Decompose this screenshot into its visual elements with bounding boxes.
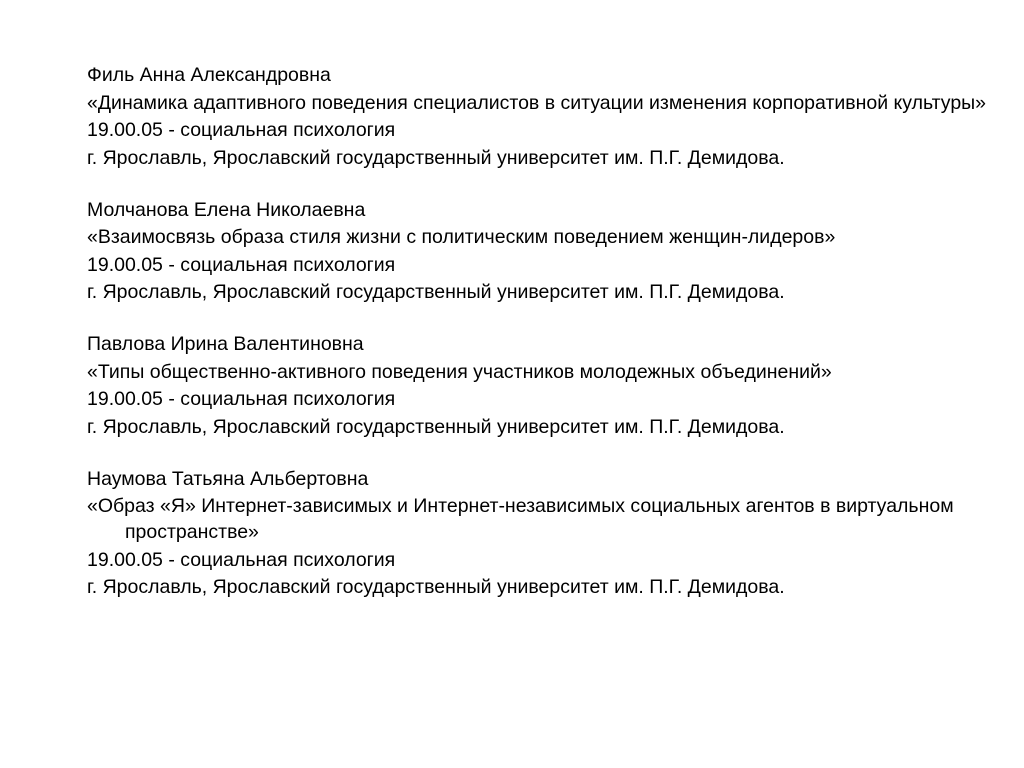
- dissertation-entry: [87, 62, 987, 171]
- specialty-code: 19.00.05 - социальная психология: [87, 253, 396, 276]
- institution: г. Ярославль, Ярославский государственный университет им. П.Г. Демидова.: [87, 146, 785, 169]
- slide-content: [87, 62, 987, 626]
- author-name: Наумова Татьяна Альбертовна: [87, 467, 369, 490]
- specialty-code: 19.00.05 - социальная психология: [87, 548, 396, 571]
- dissertation-title: «Взаимосвязь образа стиля жизни с политическим поведением женщин-лидеров»: [87, 226, 836, 248]
- institution: г. Ярославль, Ярославский государственный университет им. П.Г. Демидова.: [87, 281, 785, 303]
- dissertation-title: «Типы общественно-активного поведения участников молодежных объединений»: [87, 360, 832, 383]
- specialty-code: 19.00.05 - социальная психология: [87, 388, 396, 410]
- dissertation-entry: [87, 197, 987, 306]
- institution: г. Ярославль, Ярославский государственный университет им. П.Г. Демидова.: [87, 415, 785, 438]
- dissertation-entry: [87, 466, 987, 601]
- dissertation-title: «Образ «Я» Интернет-зависимых и Интернет-независимых социальных агентов в виртуальном пространстве»: [87, 495, 954, 543]
- dissertation-entry: [87, 331, 987, 440]
- institution: г. Ярославль, Ярославский государственный университет им. П.Г. Демидова.: [87, 576, 785, 598]
- author-name: Молчанова Елена Николаевна: [87, 198, 366, 221]
- specialty-code: 19.00.05 - социальная психология: [87, 119, 396, 141]
- author-name: Павлова Ирина Валентиновна: [87, 333, 364, 355]
- dissertation-title: «Динамика адаптивного поведения специалистов в ситуации изменения корпоративной культуры»: [87, 91, 987, 114]
- author-name: Филь Анна Александровна: [87, 64, 331, 86]
